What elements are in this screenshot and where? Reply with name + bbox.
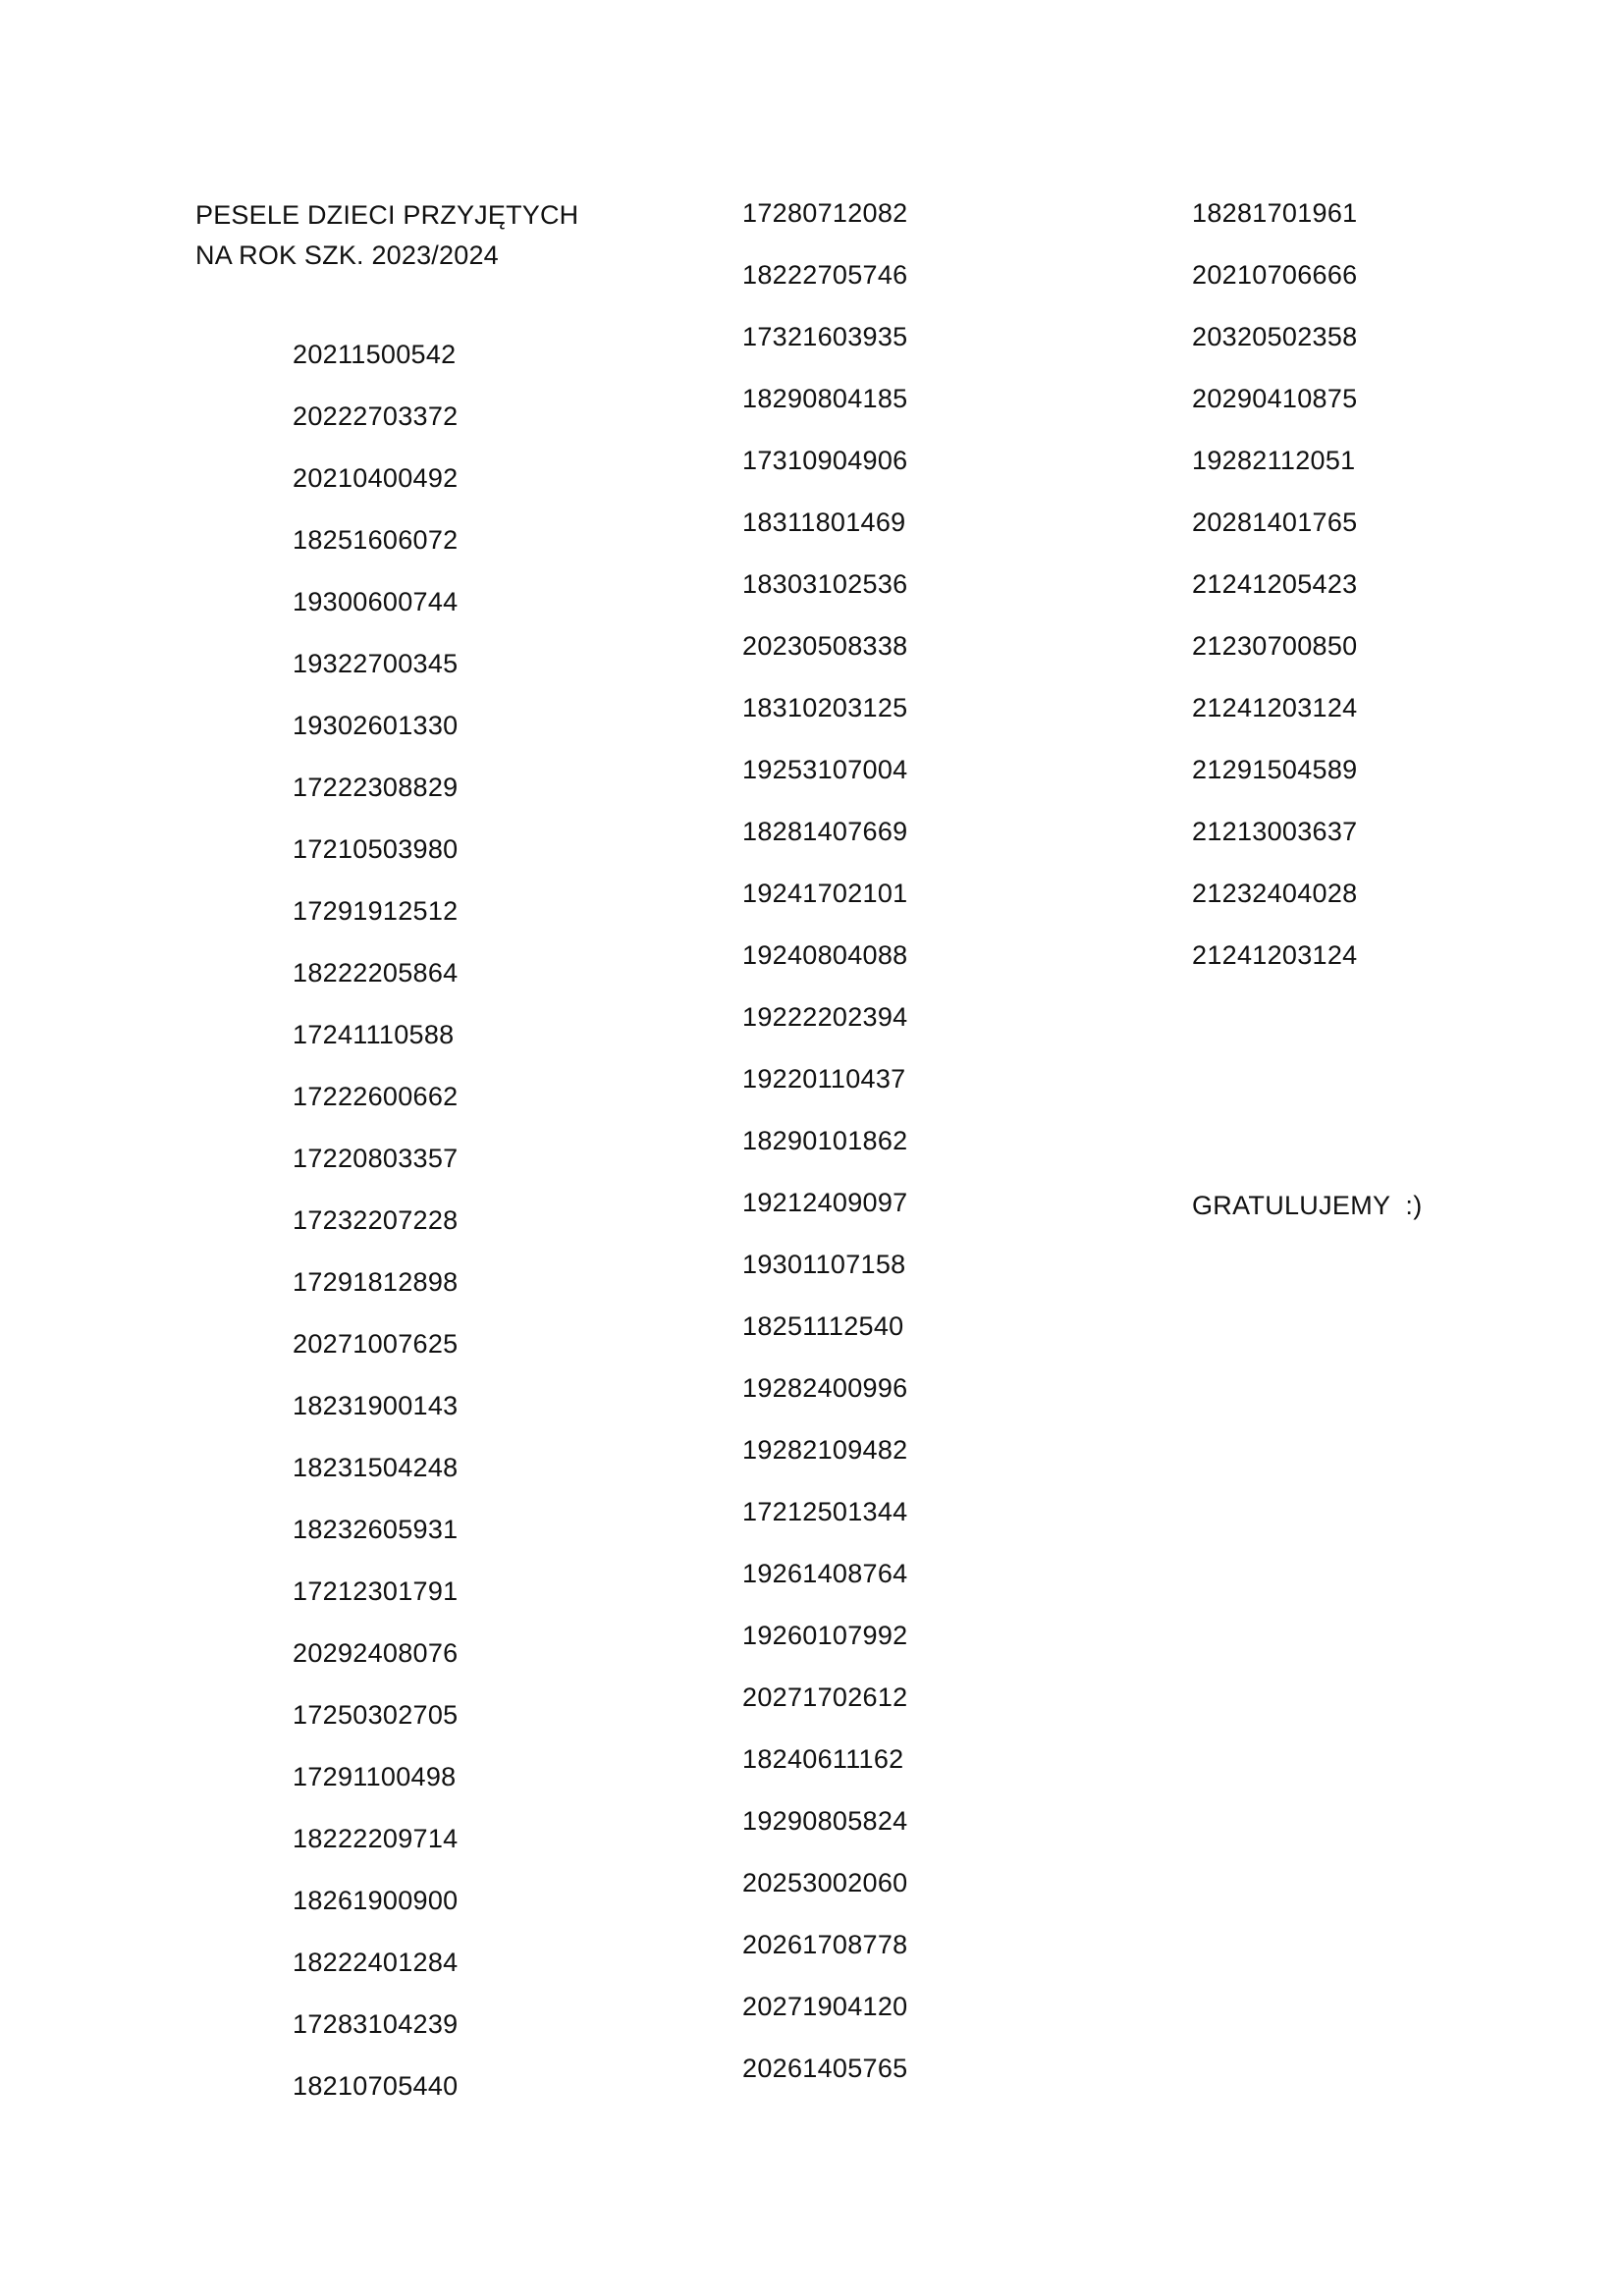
pesel-entry: 20271904120 bbox=[742, 1992, 908, 2021]
pesel-entry: 20271702612 bbox=[742, 1682, 908, 1712]
document-title bbox=[195, 195, 578, 276]
pesel-entry: 19253107004 bbox=[742, 755, 908, 784]
pesel-entry: 17232207228 bbox=[293, 1205, 459, 1235]
pesel-entry: 19290805824 bbox=[742, 1806, 908, 1836]
title-line-2: NA ROK SZK. 2023/2024 bbox=[195, 240, 499, 270]
pesel-entry: 17291812898 bbox=[293, 1267, 459, 1297]
pesel-entry: 19322700345 bbox=[293, 649, 459, 678]
pesel-entry: 19282400996 bbox=[742, 1373, 908, 1403]
pesel-entry: 19282109482 bbox=[742, 1435, 908, 1465]
pesel-entry: 18240611162 bbox=[742, 1744, 904, 1774]
pesel-entry: 20271007625 bbox=[293, 1329, 459, 1359]
pesel-entry: 20210400492 bbox=[293, 463, 459, 493]
pesel-entry: 17212301791 bbox=[293, 1576, 459, 1606]
pesel-entry: 21230700850 bbox=[1192, 631, 1358, 661]
pesel-entry: 21291504589 bbox=[1192, 755, 1358, 784]
pesel-entry: 20210706666 bbox=[1192, 260, 1358, 290]
pesel-entry: 18222209714 bbox=[293, 1824, 459, 1853]
pesel-entry: 18281701961 bbox=[1192, 198, 1358, 228]
pesel-entry: 17212501344 bbox=[742, 1497, 908, 1526]
pesel-entry: 20290410875 bbox=[1192, 384, 1358, 413]
pesel-entry: 18303102536 bbox=[742, 569, 908, 599]
pesel-entry: 17291912512 bbox=[293, 896, 459, 926]
pesel-entry: 17241110588 bbox=[293, 1020, 455, 1049]
pesel-entry: 18281407669 bbox=[742, 817, 908, 846]
pesel-entry: 19261408764 bbox=[742, 1559, 908, 1588]
pesel-entry: 19241702101 bbox=[742, 879, 908, 908]
pesel-entry: 19260107992 bbox=[742, 1621, 908, 1650]
pesel-entry: 20211500542 bbox=[293, 340, 457, 369]
pesel-entry: 20261405765 bbox=[742, 2054, 908, 2083]
congratulations-note: GRATULUJEMY :) bbox=[1192, 1191, 1423, 1220]
pesel-entry: 18232605931 bbox=[293, 1515, 459, 1544]
pesel-entry: 17222308829 bbox=[293, 773, 459, 802]
pesel-entry: 20281401765 bbox=[1192, 507, 1358, 537]
pesel-list-column-2 bbox=[742, 195, 907, 2112]
pesel-entry: 19212409097 bbox=[742, 1188, 908, 1217]
pesel-entry: 17321603935 bbox=[742, 322, 908, 351]
pesel-entry: 19240804088 bbox=[742, 940, 908, 970]
pesel-entry: 18290804185 bbox=[742, 384, 908, 413]
pesel-entry: 18251112540 bbox=[742, 1311, 904, 1341]
pesel-entry: 19302601330 bbox=[293, 711, 459, 740]
pesel-entry: 19301107158 bbox=[742, 1250, 906, 1279]
pesel-entry: 18222401284 bbox=[293, 1948, 459, 1977]
pesel-entry: 20261708778 bbox=[742, 1930, 908, 1959]
pesel-entry: 17220803357 bbox=[293, 1144, 459, 1173]
pesel-entry: 21241203124 bbox=[1192, 940, 1358, 970]
pesel-entry: 21241205423 bbox=[1192, 569, 1358, 599]
pesel-entry: 17280712082 bbox=[742, 198, 908, 228]
pesel-entry: 18231900143 bbox=[293, 1391, 459, 1420]
pesel-entry: 17250302705 bbox=[293, 1700, 459, 1730]
pesel-entry: 18222705746 bbox=[742, 260, 908, 290]
pesel-entry: 21232404028 bbox=[1192, 879, 1358, 908]
pesel-entry: 21241203124 bbox=[1192, 693, 1358, 722]
pesel-list-column-3 bbox=[1192, 195, 1357, 999]
pesel-entry: 17222600662 bbox=[293, 1082, 459, 1111]
pesel-entry: 17283104239 bbox=[293, 2009, 459, 2039]
pesel-entry: 20292408076 bbox=[293, 1638, 459, 1668]
pesel-entry: 17210503980 bbox=[293, 834, 459, 864]
pesel-entry: 17291100498 bbox=[293, 1762, 457, 1791]
pesel-entry: 18251606072 bbox=[293, 525, 459, 555]
pesel-entry: 18261900900 bbox=[293, 1886, 459, 1915]
pesel-entry: 19220110437 bbox=[742, 1064, 906, 1094]
pesel-entry: 18231504248 bbox=[293, 1453, 459, 1482]
pesel-entry: 18310203125 bbox=[742, 693, 908, 722]
pesel-entry: 18210705440 bbox=[293, 2071, 459, 2101]
pesel-entry: 18222205864 bbox=[293, 958, 459, 988]
pesel-entry: 18311801469 bbox=[742, 507, 906, 537]
pesel-entry: 20320502358 bbox=[1192, 322, 1358, 351]
pesel-entry: 20222703372 bbox=[293, 401, 459, 431]
pesel-entry: 20230508338 bbox=[742, 631, 908, 661]
pesel-list-column-1 bbox=[293, 337, 458, 2130]
pesel-entry: 21213003637 bbox=[1192, 817, 1358, 846]
pesel-entry: 18290101862 bbox=[742, 1126, 908, 1155]
title-line-1: PESELE DZIECI PRZYJĘTYCH bbox=[195, 200, 579, 230]
pesel-entry: 19282112051 bbox=[1192, 446, 1356, 475]
pesel-entry: 20253002060 bbox=[742, 1868, 908, 1897]
pesel-entry: 19300600744 bbox=[293, 587, 459, 616]
pesel-entry: 17310904906 bbox=[742, 446, 908, 475]
pesel-entry: 19222202394 bbox=[742, 1002, 908, 1032]
